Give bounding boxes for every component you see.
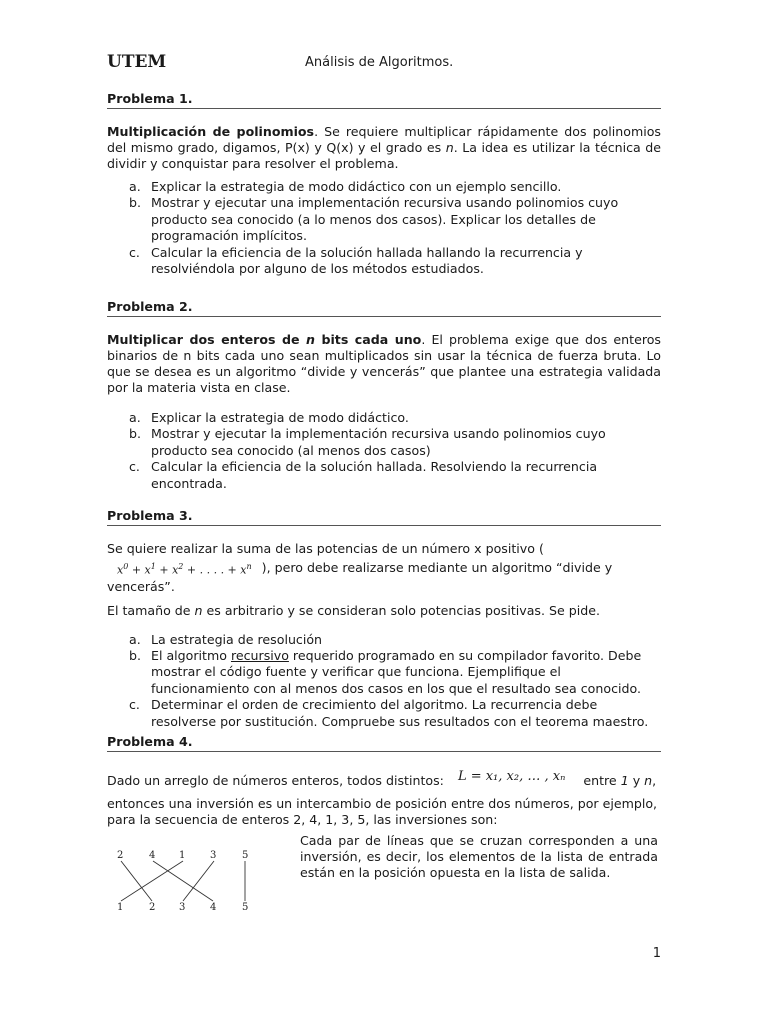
problem-2-heading: Problema 2. (107, 299, 661, 317)
bottom-label: 5 (242, 902, 249, 913)
problem-3-list (107, 632, 661, 730)
bottom-label: 4 (210, 902, 217, 913)
problem-1-list (107, 179, 661, 277)
problem-1-text-b: . La idea es utilizar la técnica de dividir y conquistar para resolver el problema. (107, 140, 662, 171)
problem-1-heading: Problema 1. (107, 91, 661, 109)
sum-of-powers-formula (117, 559, 252, 579)
list-item-text: Mostrar y ejecutar una implementación recursiva usando polinomios cuyo producto sea conocido (a lo menos dos casos). Explicar los detalles de programación implícitos. (151, 195, 619, 244)
problem-4-range-c: , (652, 773, 657, 788)
list-item (107, 410, 661, 426)
list-item (107, 426, 661, 459)
problem-2-lead-bold (107, 332, 421, 347)
problem-1-statement (107, 124, 661, 172)
list-marker: a. (129, 179, 141, 194)
list-item (107, 648, 661, 697)
problem-4-definition: entonces una inversión es un intercambio de posición entre dos números, por ejemplo, para la secuencia de enteros 2, 4, 1, 3, 5, las inversiones son: (107, 796, 658, 827)
page-header (107, 52, 661, 76)
problem-3-intro-after: ), pero debe realizarse mediante un algoritmo “divide y vencerás”. (107, 560, 613, 594)
problem-4-range (583, 773, 656, 788)
inversion-line (153, 861, 213, 901)
inversion-line (121, 861, 183, 901)
list-marker: a. (129, 410, 141, 425)
formula-x: x (144, 563, 151, 577)
list-marker: b. (129, 195, 141, 211)
document-title: Análisis de Algoritmos. (305, 55, 454, 70)
problem-4-range-1: 1 (620, 773, 629, 788)
sequence-formula: L = x₁, x₂, … , xₙ (457, 769, 566, 784)
bottom-label: 3 (179, 902, 186, 913)
underlined-word: recursivo (230, 648, 289, 664)
top-label: 3 (210, 850, 217, 861)
problem-4-range-a: entre (583, 773, 621, 788)
formula-plus: + (159, 563, 169, 577)
list-item-text: El algoritmo (151, 648, 231, 664)
top-label: 4 (149, 850, 156, 861)
list-item-text: Mostrar y ejecutar la implementación recursiva usando polinomios cuyo producto sea conocido (al menos dos casos) (151, 426, 606, 458)
list-item-text: Calcular la eficiencia de la solución hallada hallando la recurrencia y resolviéndola por alguno de los métodos estudiados. (151, 244, 583, 277)
problem-3-size-a: El tamaño de (107, 602, 195, 618)
problem-2-list (107, 410, 661, 492)
list-item (107, 632, 661, 648)
list-item-text: Calcular la eficiencia de la solución hallada. Resolviendo la recurrencia encontrada. (151, 459, 598, 491)
problem-2 (107, 299, 661, 492)
list-item-text: Explicar la estrategia de modo didáctico. (151, 410, 409, 425)
inversion-line (183, 861, 214, 901)
top-label: 5 (242, 850, 249, 861)
problem-3-heading: Problema 3. (107, 508, 661, 526)
list-marker: c. (129, 697, 140, 713)
list-item-text: Determinar el orden de crecimiento del algoritmo. La recurrencia debe resolverse por sustitución. Compruebe sus resultados con el teorema maestro. (151, 697, 649, 729)
problem-3 (107, 508, 661, 730)
list-marker: a. (129, 631, 141, 647)
problem-4 (107, 734, 661, 828)
list-marker: c. (129, 244, 140, 260)
bottom-label: 2 (149, 902, 156, 913)
formula-exp: 1 (150, 562, 156, 571)
inversion-line (121, 861, 152, 901)
problem-4-intro (107, 769, 661, 790)
formula-plus: + (131, 563, 142, 577)
problem-2-bold-a: Multiplicar dos enteros de (107, 332, 307, 347)
list-item-text: Explicar la estrategia de modo didáctico con un ejemplo sencillo. (151, 179, 562, 194)
formula-x: x (172, 563, 179, 577)
problem-4-range-n: n (644, 773, 653, 788)
top-label: 1 (179, 850, 186, 861)
formula-exp: 0 (123, 562, 129, 571)
problem-1 (107, 91, 661, 277)
problem-3-intro: Se quiere realizar la suma de las potencias de un número x positivo ( (107, 541, 544, 556)
problem-3-size-n: n (194, 602, 203, 618)
formula-dots: + . . . . + (186, 563, 237, 577)
problem-4-intro-text: Dado un arreglo de números enteros, todos distintos: (107, 773, 444, 788)
problem-4-heading: Problema 4. (107, 734, 661, 752)
list-item-text: La estrategia de resolución (151, 631, 323, 647)
list-marker: b. (129, 426, 141, 442)
problem-1-lead-bold: Multiplicación de polinomios (107, 124, 315, 139)
problem-3-size (107, 603, 661, 619)
problem-4-range-b: y (628, 773, 645, 788)
list-item (107, 245, 661, 278)
list-item (107, 697, 661, 730)
problem-2-bold-b: bits cada uno (315, 332, 422, 347)
list-marker: c. (129, 459, 140, 475)
problem-2-text: . El problema exige que dos enteros binarios de n bits cada uno sean multiplicados sin usar la técnica de fuerza bruta. Lo que se desea es un algoritmo “divide y vencerás” que plantee una estrategia validada por la materia vista en clase. (107, 332, 661, 395)
problem-3-size-b: es arbitrario y se consideran solo potencias positivas. Se pide. (202, 602, 600, 618)
list-item-text: requerido programado en su compilador favorito. Debe mostrar el código fuente y verificar que funciona. Ejemplifique el funcionamiento con al menos dos casos en los que el resultado sea conocido. (151, 648, 642, 696)
formula-exp: 2 (178, 562, 184, 571)
list-item (107, 459, 661, 492)
formula-exp: n (246, 562, 252, 571)
problem-2-bold-n: n (306, 332, 315, 347)
top-label: 2 (117, 850, 124, 861)
problem-1-n: n (445, 140, 454, 155)
formula-x: x (240, 563, 247, 577)
problem-3-formula-line (107, 559, 661, 595)
figure-description: Cada par de líneas que se cruzan corresponden a una inversión, es decir, los elementos de la lista de entrada están en la posición opuesta en la lista de salida. (300, 833, 658, 880)
problem-1-text-a: . Se requiere multiplicar rápidamente dos polinomios del mismo grado, digamos, P(x) y Q(x) y el grado es (107, 124, 661, 155)
formula-x: x (117, 563, 124, 577)
page-number: 1 (652, 946, 661, 961)
problem-2-statement (107, 332, 661, 396)
bottom-label: 1 (117, 902, 124, 913)
inversion-diagram (107, 846, 277, 916)
list-marker: b. (129, 648, 141, 664)
list-item (107, 179, 661, 195)
list-item (107, 195, 661, 244)
brand-logo-text: UTEM (107, 52, 167, 72)
